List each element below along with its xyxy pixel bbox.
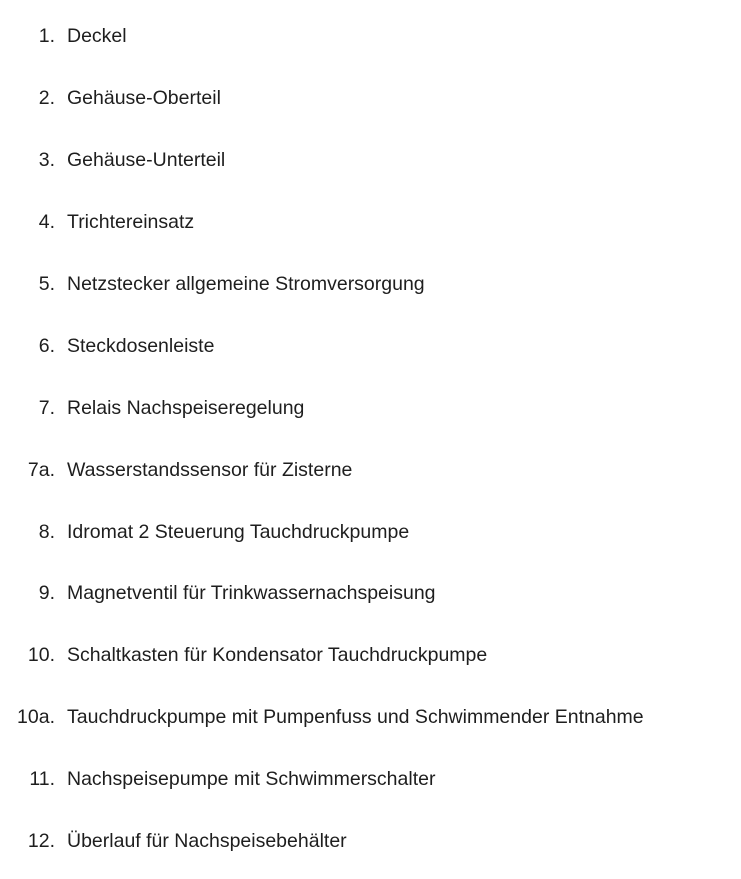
legend-item bbox=[0, 702, 741, 732]
legend-item-number: 8. bbox=[38, 521, 55, 543]
legend-item-number: 11. bbox=[29, 768, 55, 790]
legend-item-number: 7a. bbox=[27, 459, 55, 481]
legend-item bbox=[0, 207, 741, 237]
legend-item-number: 5. bbox=[38, 273, 55, 295]
legend-item bbox=[0, 21, 741, 51]
legend-item-label: Netzstecker allgemeine Stromversorgung bbox=[67, 273, 425, 295]
legend-item-number: 10. bbox=[27, 644, 55, 666]
legend-item-label: Magnetventil für Trinkwassernachspeisung bbox=[67, 582, 436, 604]
legend-item-label: Relais Nachspeiseregelung bbox=[67, 397, 305, 419]
legend-item-number: 3. bbox=[38, 149, 55, 171]
legend-item-label: Gehäuse-Unterteil bbox=[67, 149, 226, 171]
legend-item-number: 12. bbox=[27, 830, 55, 852]
legend-item bbox=[0, 145, 741, 175]
legend-item bbox=[0, 269, 741, 299]
legend-item-label: Wasserstandssensor für Zisterne bbox=[67, 459, 353, 481]
legend-item-number: 9. bbox=[38, 582, 55, 604]
legend-item-label: Deckel bbox=[67, 25, 127, 47]
legend-item-label: Trichtereinsatz bbox=[67, 211, 195, 233]
legend-item bbox=[0, 826, 741, 856]
legend-item bbox=[0, 331, 741, 361]
legend-item-label: Idromat 2 Steuerung Tauchdruckpumpe bbox=[67, 521, 410, 543]
legend-item-number: 10a. bbox=[17, 706, 55, 728]
legend-item-number: 2. bbox=[38, 87, 55, 109]
legend-item-label: Tauchdruckpumpe mit Pumpenfuss und Schwimmender Entnahme bbox=[67, 706, 644, 728]
legend-item bbox=[0, 764, 741, 794]
legend-item-number: 7. bbox=[38, 397, 55, 419]
legend-item-number: 4. bbox=[38, 211, 55, 233]
legend-item-label: Gehäuse-Oberteil bbox=[67, 87, 221, 109]
legend-item-number: 1. bbox=[38, 25, 55, 47]
legend-item bbox=[0, 393, 741, 423]
legend-item-label: Überlauf für Nachspeisebehälter bbox=[67, 830, 347, 852]
legend-item-label: Nachspeisepumpe mit Schwimmerschalter bbox=[67, 768, 436, 790]
legend-item bbox=[0, 578, 741, 608]
legend-item-label: Steckdosenleiste bbox=[67, 335, 215, 357]
legend-item bbox=[0, 517, 741, 547]
legend-item bbox=[0, 640, 741, 670]
legend-item-number: 6. bbox=[38, 335, 55, 357]
legend-item bbox=[0, 83, 741, 113]
legend-item-label: Schaltkasten für Kondensator Tauchdruckpumpe bbox=[67, 644, 488, 666]
legend-item bbox=[0, 455, 741, 485]
